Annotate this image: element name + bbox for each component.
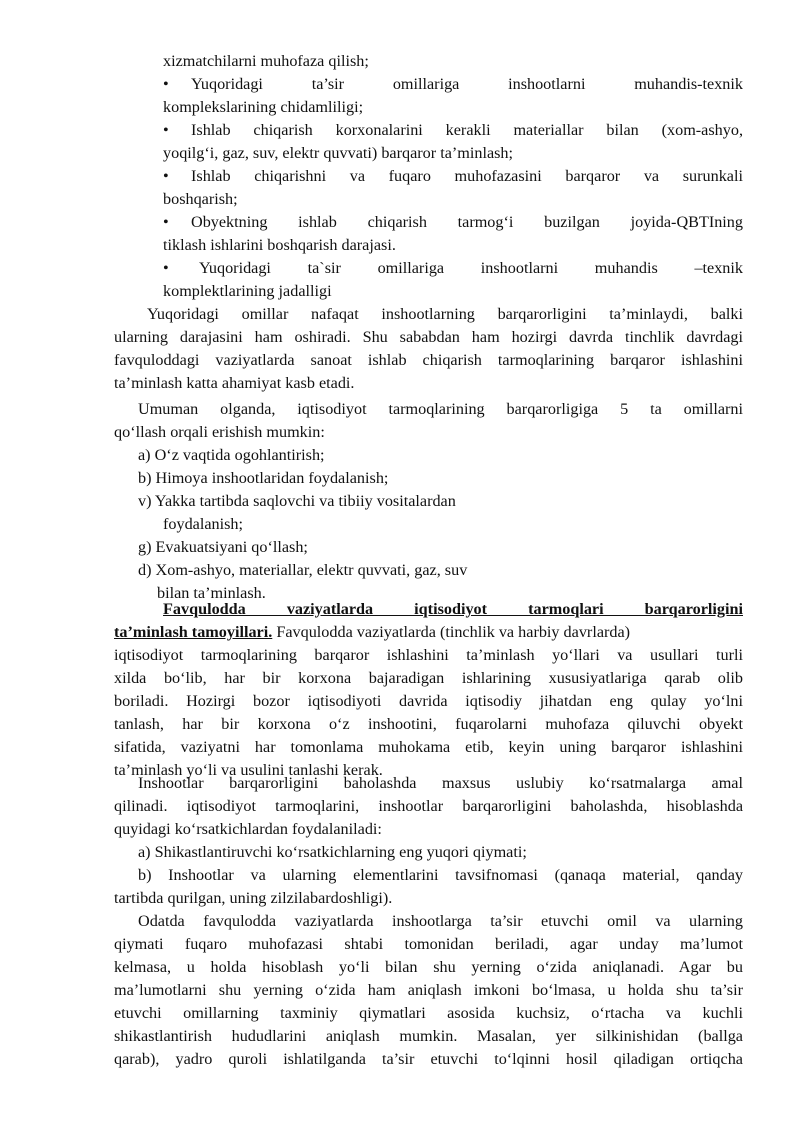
bullet-icon: • [163,121,169,139]
paragraph-line: qilinadi. iqtisodiyot tarmoqlarini, inshootlar barqarorligini baholashda, hisoblashda [114,797,743,815]
bullet-item: • Ishlab chiqarishni va fuqaro muhofazasini barqaror va surunkali [163,165,743,188]
paragraph-line: ta’minlash katta ahamiyat kasb etadi. [114,374,355,392]
paragraph-line: Odatda favqulodda vaziyatlarda inshootlarga ta’sir etuvchi omil va ularning [138,912,743,930]
section-heading: Favqulodda vaziyatlarda iqtisodiyot tarmoqlari barqarorligini [163,600,743,618]
list-item: b) Inshootlar va ularning elementlarini tavsifnomasi (qanaqa material, qanday [138,866,743,884]
text-line: komplektlarining jadalligi [163,282,332,300]
list-item: a) Shikastlantiruvchi ko‘rsatkichlarning eng yuqori qiymati; [138,843,527,861]
text-line: boshqarish; [163,190,238,208]
paragraph-line: Umuman olganda, iqtisodiyot tarmoqlarining barqarorligiga 5 ta omillarni [138,400,743,418]
paragraph-line: ta’minlash yo‘li va usulini tanlashi kerak. [114,761,383,779]
list-item: g) Evakuatsiyani qo‘llash; [138,538,308,556]
paragraph-line: qiymati fuqaro muhofazasi shtabi tomonidan beriladi, agar unday ma’lumot [114,935,743,953]
paragraph-line: iqtisodiyot tarmoqlarining barqaror ishlashini ta’minlash yo‘llari va usullari turli [114,646,743,664]
list-item: b) Himoya inshootlaridan foydalanish; [138,469,389,487]
text-line: xizmatchilarni muhofaza qilish; [163,52,369,70]
bullet-icon: • [163,213,169,231]
list-item: d) Xom-ashyo, materiallar, elektr quvvati, gaz, suv [138,561,468,579]
paragraph-line: ularning darajasini ham oshiradi. Shu sababdan ham hozirgi davrda tinchlik davrdagi [114,328,743,346]
bullet-item: • Ishlab chiqarish korxonalarini kerakli materiallar bilan (xom-ashyo, [163,119,743,142]
bullet-icon: • [163,75,169,93]
list-item: v) Yakka tartibda saqlovchi va tibiiy vositalardan [138,492,456,510]
bullet-icon: • [163,259,169,277]
paragraph-line: boriladi. Hozirgi bozor iqtisodiyoti davrida iqtisodiy jihatdan eng qulay yo‘lni [114,692,743,710]
paragraph-line: ta’minlash tamoyillari. Favqulodda vaziyatlarda (tinchlik va harbiy davrlarda) [114,623,631,641]
list-item-continuation: foydalanish; [163,515,244,533]
paragraph-line: sifatida, vaziyatni har tomonlama muhokama etib, keyin uning barqaror ishlashini [114,738,743,756]
paragraph-line: ma’lumotlarni shu yerning o‘zida ham aniqlash imkoni bo‘lmasa, u holda shu ta’sir [114,981,743,999]
bullet-item: • Obyektning ishlab chiqarish tarmog‘i buzilgan joyida-QBTIning [163,211,743,234]
list-item: a) O‘z vaqtida ogohlantirish; [138,446,325,464]
paragraph-line: qo‘llash orqali erishish mumkin: [114,423,325,441]
text-line: tiklash ishlarini boshqarish darajasi. [163,236,396,254]
paragraph-line: favquloddagi vaziyatlarda sanoat ishlab chiqarish tarmoqlarining barqaror ishlashini [114,351,743,369]
paragraph-line: xilda bo‘lib, har bir korxona bajaradigan ishlarining xususiyatlariga qarab olib [114,669,743,687]
paragraph-line: tanlash, har bir korxona o‘z inshootini, fuqarolarni muhofaza qiluvchi obyekt [114,715,743,733]
paragraph-line: kelmasa, u holda hisoblash yo‘li bilan shu yerning o‘zida aniqlanadi. Agar bu [114,958,743,976]
bullet-icon: • [163,167,169,185]
paragraph-line: quyidagi ko‘rsatkichlardan foydalaniladi: [114,820,382,838]
section-heading-cont: ta’minlash tamoyillari. [114,623,273,641]
paragraph-line: Yuqoridagi omillar nafaqat inshootlarning barqarorligini ta’minlaydi, balki [147,305,743,323]
paragraph-line: qarab), yadro quroli ishlatilganda ta’sir etuvchi to‘lqinni hosil qiladigan ortiqcha [114,1050,743,1068]
paragraph-line: etuvchi omillarning taxminiy qiymatlari asosida kuchsiz, o‘rtacha va kuchli [114,1004,743,1022]
list-item-continuation: bilan ta’minlash. [157,584,266,602]
list-item-continuation: tartibda qurilgan, uning zilzilabardoshligi). [114,889,393,907]
bullet-item: • Yuqoridagi ta`sir omillariga inshootlarni muhandis –texnik [163,257,743,280]
paragraph-line: shikastlantirish hududlarini aniqlash mumkin. Masalan, yer silkinishidan (ballga [114,1027,743,1045]
paragraph-line: Inshootlar barqarorligini baholashda maxsus uslubiy ko‘rsatmalarga amal [138,774,743,792]
text-line: yoqilg‘i, gaz, suv, elektr quvvati) barqaror ta’minlash; [163,144,514,162]
text-line: komplekslarining chidamliligi; [163,98,364,116]
bullet-item: • Yuqoridagi ta’sir omillariga inshootlarni muhandis-texnik [163,73,743,96]
